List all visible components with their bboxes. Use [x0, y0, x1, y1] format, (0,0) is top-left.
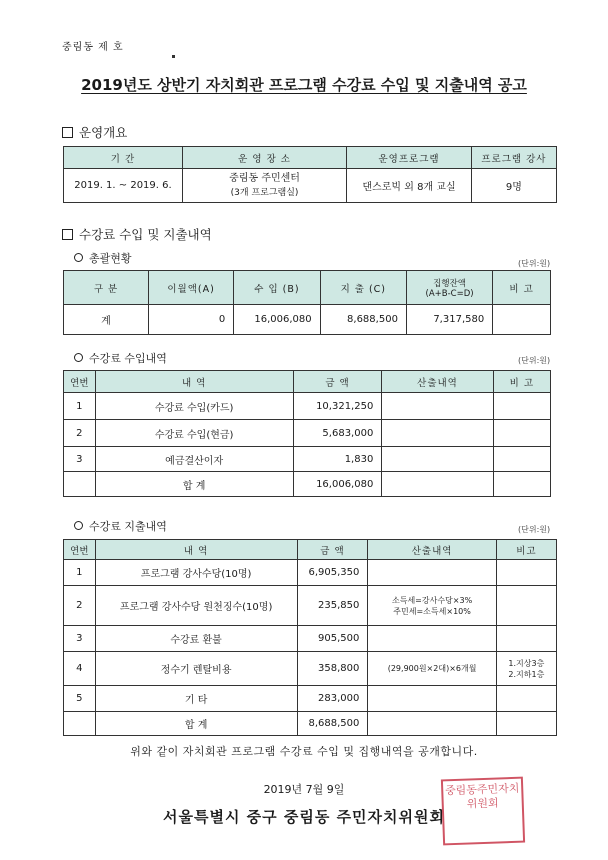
col-income: 수 입 (B) — [234, 271, 320, 305]
row-note — [496, 686, 556, 712]
row-amount: 283,000 — [297, 686, 368, 712]
income-table — [63, 370, 551, 497]
total-label: 합 계 — [95, 472, 293, 497]
row-calc: (29,900원×2대)×6개월 — [368, 652, 496, 686]
table-row — [64, 626, 557, 652]
row-no: 3 — [64, 447, 96, 472]
calc-line1: 소득세=강사수당×3% — [391, 595, 473, 605]
total-label: 합 계 — [95, 712, 297, 736]
total-calc — [368, 712, 496, 736]
table-row — [64, 393, 551, 420]
circle-bullet-icon — [74, 353, 83, 362]
row-no: 5 — [64, 686, 96, 712]
row-item: 기 타 — [95, 686, 297, 712]
col-no: 연번 — [64, 371, 96, 393]
row-calc — [382, 393, 493, 420]
place-line2: (3개 프로그램실) — [230, 188, 299, 198]
place-cell — [182, 169, 346, 203]
row-amount: 10,321,250 — [293, 393, 382, 420]
row-note — [493, 420, 550, 447]
col-amount: 금 액 — [297, 540, 368, 560]
income-heading: 수강료 수입내역 — [74, 350, 167, 366]
table-row — [64, 686, 557, 712]
row-no: 1 — [64, 393, 96, 420]
expense-unit: (단위:원) — [518, 525, 551, 534]
row-note — [493, 393, 550, 420]
row-calc — [368, 560, 496, 586]
row-note — [496, 586, 556, 626]
row-item: 프로그램 강사수당(10명) — [95, 560, 297, 586]
col-balance-line2: (A+B-C=D) — [425, 288, 474, 299]
instructor-cell: 9명 — [471, 169, 556, 203]
col-period: 기 간 — [64, 147, 183, 169]
circle-bullet-icon — [74, 521, 83, 530]
expense-table — [63, 539, 557, 736]
income-unit: (단위:원) — [518, 356, 551, 365]
checkbox-square-icon — [62, 229, 73, 240]
row-note — [496, 652, 556, 686]
closing-statement: 위와 같이 자치회관 프로그램 수강료 수입 및 집행내역을 공개합니다. — [130, 745, 478, 758]
col-instructor: 프로그램 강사 — [471, 147, 556, 169]
row-item: 프로그램 강사수당 원천징수(10명) — [95, 586, 297, 626]
total-calc — [382, 472, 493, 497]
document-number: 중림동 제 호 — [62, 42, 124, 53]
total-note — [493, 472, 550, 497]
row-calc — [382, 447, 493, 472]
row-amount: 6,905,350 — [297, 560, 368, 586]
summary-table — [63, 270, 551, 335]
row-no: 3 — [64, 626, 96, 652]
summary-note — [493, 305, 551, 335]
row-no: 2 — [64, 420, 96, 447]
table-row — [64, 560, 557, 586]
col-item: 내 역 — [95, 540, 297, 560]
scan-mark — [172, 55, 175, 58]
col-no: 연번 — [64, 540, 96, 560]
calc-line2: 주민세=소득세×10% — [393, 606, 471, 616]
col-calc: 산출내역 — [368, 540, 496, 560]
table-row — [64, 586, 557, 626]
col-amount: 금 액 — [293, 371, 382, 393]
row-no: 2 — [64, 586, 96, 626]
row-note — [493, 447, 550, 472]
summary-label: 계 — [64, 305, 149, 335]
official-seal — [441, 777, 525, 846]
summary-balance: 7,317,580 — [406, 305, 492, 335]
operation-table — [63, 146, 557, 203]
row-item: 예금결산이자 — [95, 447, 293, 472]
row-calc — [368, 586, 496, 626]
row-amount: 1,830 — [293, 447, 382, 472]
row-no: 1 — [64, 560, 96, 586]
total-amount: 16,006,080 — [293, 472, 382, 497]
col-program: 운영프로그램 — [347, 147, 472, 169]
place-line1: 중림동 주민센터 — [229, 173, 300, 184]
col-carryover: 이월액(A) — [149, 271, 234, 305]
col-note: 비고 — [496, 540, 556, 560]
notice-date: 2019년 7월 9일 — [263, 783, 345, 796]
col-expense: 지 출 (C) — [320, 271, 406, 305]
total-no — [64, 472, 96, 497]
row-note — [496, 626, 556, 652]
col-balance-line1: 집행잔액 — [433, 278, 466, 289]
row-amount: 235,850 — [297, 586, 368, 626]
col-note: 비 고 — [493, 371, 550, 393]
col-place: 운 영 장 소 — [182, 147, 346, 169]
total-no — [64, 712, 96, 736]
section-operation-heading: 운영개요 — [62, 123, 127, 141]
organization-name: 서울특별시 중구 중림동 주민자치위원회 — [163, 808, 445, 826]
row-item: 수강료 환불 — [95, 626, 297, 652]
note-line1: 1.지상3층 — [508, 658, 545, 668]
col-note: 비 고 — [493, 271, 551, 305]
row-no: 4 — [64, 652, 96, 686]
total-row — [64, 472, 551, 497]
row-item: 수강료 수입(현금) — [95, 420, 293, 447]
circle-bullet-icon — [74, 253, 83, 262]
page-title: 2019년도 상반기 자치회관 프로그램 수강료 수입 및 지출내역 공고 — [81, 76, 527, 94]
col-calc: 산출내역 — [382, 371, 493, 393]
total-amount: 8,688,500 — [297, 712, 368, 736]
row-note — [496, 560, 556, 586]
total-row — [64, 712, 557, 736]
row-item: 수강료 수입(카드) — [95, 393, 293, 420]
table-row — [64, 652, 557, 686]
summary-unit: (단위:원) — [518, 259, 551, 268]
program-cell: 댄스로빅 외 8개 교실 — [347, 169, 472, 203]
col-balance — [406, 271, 492, 305]
checkbox-square-icon — [62, 127, 73, 138]
col-category: 구 분 — [64, 271, 149, 305]
col-item: 내 역 — [95, 371, 293, 393]
row-item: 정수기 렌탈비용 — [95, 652, 297, 686]
summary-heading: 총괄현황 — [74, 250, 132, 266]
section-finance-heading: 수강료 수입 및 지출내역 — [62, 225, 212, 243]
row-calc — [368, 626, 496, 652]
row-amount: 905,500 — [297, 626, 368, 652]
expense-heading: 수강료 지출내역 — [74, 518, 167, 534]
summary-expense: 8,688,500 — [320, 305, 406, 335]
row-calc — [368, 686, 496, 712]
period-cell: 2019. 1. ~ 2019. 6. — [64, 169, 183, 203]
table-row — [64, 447, 551, 472]
note-line2: 2.지하1층 — [508, 669, 545, 679]
summary-carryover: 0 — [149, 305, 234, 335]
row-calc — [382, 420, 493, 447]
summary-income: 16,006,080 — [234, 305, 320, 335]
total-note — [496, 712, 556, 736]
row-amount: 358,800 — [297, 652, 368, 686]
seal-text: 중림동주민자치위원회 — [444, 781, 520, 811]
row-amount: 5,683,000 — [293, 420, 382, 447]
table-row — [64, 420, 551, 447]
